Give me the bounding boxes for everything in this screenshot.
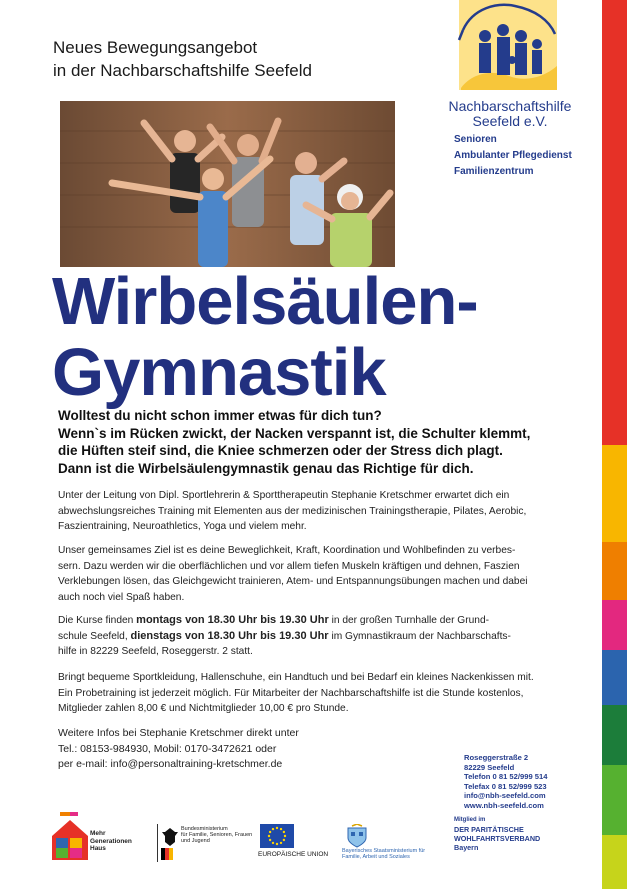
lead-line: Wolltest du nicht schon immer etwas für dich tun? bbox=[58, 408, 382, 423]
service-item: Familienzentrum bbox=[454, 166, 534, 177]
address-email[interactable]: info@nbh-seefeld.com bbox=[464, 791, 546, 800]
lead-line: Wenn`s im Rücken zwickt, der Nacken verspannt ist, die Schulter klemmt, bbox=[58, 425, 531, 441]
body-line bbox=[58, 613, 593, 629]
title-line-2: Gymnastik bbox=[52, 335, 386, 410]
org-name bbox=[435, 99, 585, 129]
schedule-tuesday: dienstags von 18.30 Uhr bis 19.30 Uhr bbox=[130, 629, 329, 642]
intro-line-2: in der Nachbarschaftshilfe Seefeld bbox=[53, 61, 312, 80]
contact-email[interactable]: per e-mail: info@personaltraining-kretschmer.de bbox=[58, 758, 283, 770]
schedule-text: Die Kurse finden bbox=[58, 615, 134, 626]
body-line: auch noch viel Spaß haben. bbox=[58, 591, 185, 603]
body-line: Unser gemeinsames Ziel ist es deine Beweglichkeit, Kraft, Koordination und Wohlbefinden zu verbes- bbox=[58, 545, 516, 556]
schedule-monday: montags von 18.30 Uhr bis 19.30 Uhr bbox=[136, 614, 329, 626]
paragraph-schedule bbox=[58, 613, 593, 660]
lead-line: Dann ist die Wirbelsäulengymnastik genau das Richtige für dich. bbox=[58, 460, 474, 476]
body-line: Ein Probetraining ist jederzeit möglich. Für Mitarbeiter der Nachbarschaftshilfe ist die Stunde kostenlos, bbox=[58, 687, 524, 699]
body-line: Unter der Leitung von Dipl. Sportlehrerin & Sporttherapeutin Stephanie Kretschmer erwartet dich ein bbox=[58, 490, 510, 501]
body-line: hilfe in 82229 Seefeld, Roseggerstr. 2 statt. bbox=[58, 646, 253, 657]
mgh-logo bbox=[50, 812, 150, 862]
color-stripe-lime bbox=[602, 835, 627, 889]
intro-line-1: Neues Bewegungsangebot bbox=[53, 38, 258, 57]
intro-text bbox=[53, 36, 312, 82]
address-city: 82229 Seefeld bbox=[464, 762, 515, 772]
paragraph-trainer bbox=[58, 488, 593, 535]
address-website[interactable]: www.nbh-seefeld.com bbox=[464, 800, 544, 810]
mgh-text: Haus bbox=[90, 845, 106, 852]
address-phone: Telefon 0 81 52/999 514 bbox=[464, 772, 548, 781]
schedule-text: in der großen Turnhalle der Grund- bbox=[331, 615, 490, 626]
address-block bbox=[464, 753, 547, 810]
eu-flag-icon bbox=[260, 824, 294, 848]
eu-logo bbox=[258, 824, 338, 864]
membership-org: DER PARITÄTISCHE bbox=[454, 825, 524, 834]
contact-phone: Tel.: 08153-984930, Mobil: 0170-3472621 oder bbox=[58, 742, 277, 755]
lead-text bbox=[58, 407, 588, 477]
federal-eagle-icon bbox=[161, 826, 179, 848]
bmfsfj-logo bbox=[155, 824, 255, 864]
contact-block bbox=[58, 726, 299, 773]
color-stripe-green bbox=[602, 765, 627, 835]
body-line: Mitglieder zahlen 8,00 € und Nichtmitglieder 10,00 € pro Stunde. bbox=[58, 703, 349, 714]
body-line: Bringt bequeme Sportkleidung, Hallenschuhe, ein Handtuch und bei Bedarf ein kleines Nackenkissen mit. bbox=[58, 672, 534, 683]
body-line: abwechslungsreiches Training mit Elementen aus der medizinischen Trainingstherapie, Pilates, Aerobic, bbox=[58, 505, 527, 517]
bayern-logo bbox=[342, 824, 442, 864]
bayern-text: Familie, Arbeit und Soziales bbox=[342, 854, 410, 861]
color-stripe-orange bbox=[602, 542, 627, 600]
membership-org: WOHLFAHRTSVERBAND bbox=[454, 834, 541, 843]
body-line: Faszientraining, Neuroathletics, Yoga und vielem mehr. bbox=[58, 521, 307, 532]
org-name-line-2: Seefeld e.V. bbox=[472, 113, 548, 129]
bmfsfj-text: Bundesministerium bbox=[181, 826, 228, 832]
paragraph-goals bbox=[58, 543, 593, 605]
schedule-text: im Gymnastikraum der Nachbarschafts- bbox=[331, 630, 511, 642]
membership-block bbox=[454, 816, 540, 852]
bmfsfj-text: für Familie, Senioren, Frauen bbox=[181, 832, 253, 839]
bavarian-crest-icon bbox=[346, 824, 368, 848]
color-stripe-blue bbox=[602, 650, 627, 705]
schedule-text: schule Seefeld, bbox=[58, 630, 128, 642]
title-line-1: Wirbelsäulen- bbox=[52, 264, 478, 339]
lead-line: die Hüften steif sind, die Kniee schmerzen oder der Stress dich plagt. bbox=[58, 443, 503, 458]
org-logo bbox=[455, 0, 563, 96]
contact-line: Weitere Infos bei Stephanie Kretschmer direkt unter bbox=[58, 727, 299, 739]
exercise-group-photo bbox=[60, 101, 395, 267]
org-services bbox=[454, 132, 572, 180]
body-line bbox=[58, 629, 593, 645]
service-item: Ambulanter Pflegedienst bbox=[454, 150, 572, 161]
bayern-text: Bayerisches Staatsministerium für bbox=[342, 848, 426, 854]
mgh-text: Mehr bbox=[90, 830, 106, 837]
eu-label: EUROPÄISCHE UNION bbox=[258, 851, 329, 858]
org-name-line-1: Nachbarschaftshilfe bbox=[448, 98, 572, 114]
color-stripe-yellow bbox=[602, 445, 627, 542]
color-stripe-dark-green bbox=[602, 705, 627, 765]
address-fax: Telefax 0 81 52/999 523 bbox=[464, 781, 547, 791]
body-line: sern. Dazu werden wir die oberflächlichen und vor allem tiefen Muskeln kräftigen und dehnen, Faszien bbox=[58, 560, 520, 572]
bmfsfj-text: und Jugend bbox=[181, 838, 210, 845]
body-line: Verklebungen lösen, das Gleichgewicht trainieren, Atem- und Entspannungsübungen machen und dabei bbox=[58, 576, 528, 587]
paragraph-info bbox=[58, 670, 593, 717]
address-street: Roseggerstraße 2 bbox=[464, 753, 529, 762]
color-stripe-red bbox=[602, 0, 627, 445]
service-item: Senioren bbox=[454, 134, 497, 145]
membership-label: Mitglied im bbox=[454, 817, 486, 823]
color-stripe-pink bbox=[602, 600, 627, 650]
membership-region: Bayern bbox=[454, 843, 479, 852]
page-title bbox=[52, 266, 478, 408]
mgh-text: Generationen bbox=[90, 837, 132, 845]
